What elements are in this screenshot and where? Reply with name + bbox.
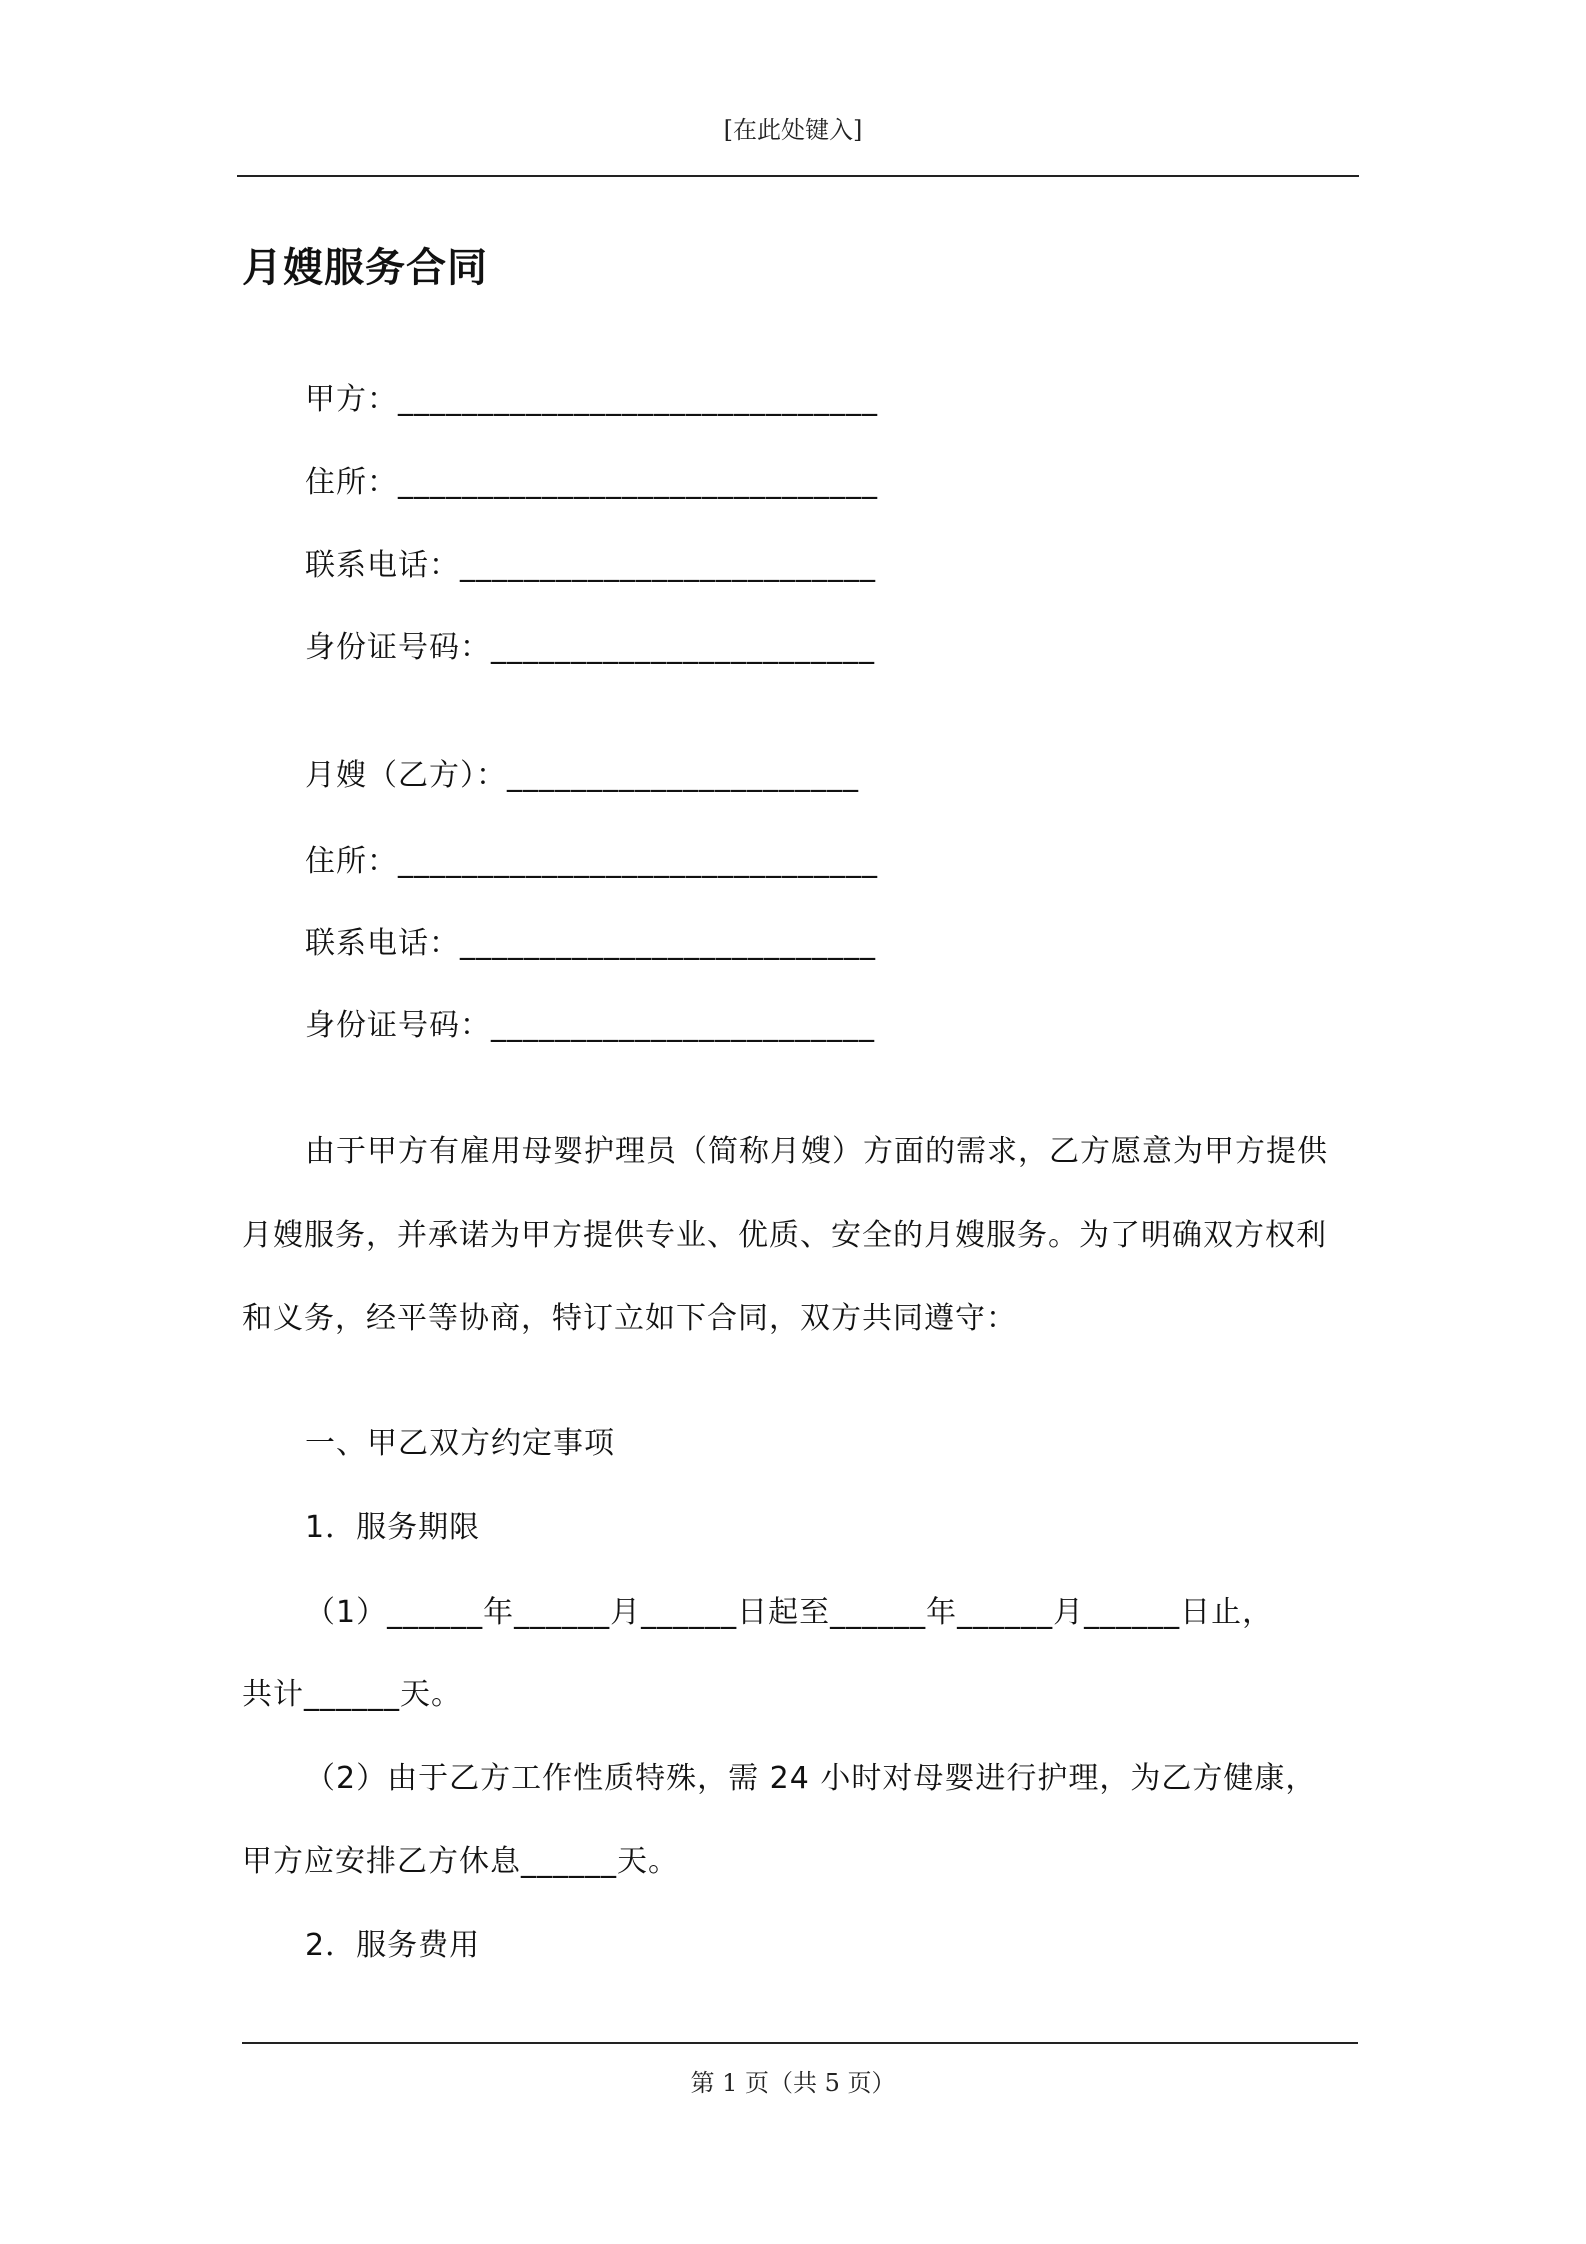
rest-days-clause: （2）由于乙方工作性质特殊，需 24 小时对母婴进行护理，为乙方健康， <box>305 1761 1317 1796</box>
header-divider <box>237 175 1359 177</box>
service-period-total-days: 共计______天。 <box>242 1677 462 1712</box>
preamble-line: 和义务，经平等协商，特订立如下合同，双方共同遵守： <box>242 1301 1017 1336</box>
preamble-line: 月嫂服务，并承诺为甲方提供专业、优质、安全的月嫂服务。为了明确双方权利 <box>242 1218 1327 1253</box>
footer-divider <box>242 2042 1358 2044</box>
party-a-phone-field: 联系电话：__________________________ <box>305 548 876 583</box>
service-period-dates: （1）______年______月______日起至______年______月______日止， <box>305 1595 1274 1630</box>
party-a-address-field: 住所：______________________________ <box>305 465 878 500</box>
page-header: [在此处键入] <box>723 116 863 144</box>
party-b-id-field: 身份证号码：________________________ <box>305 1008 875 1043</box>
item-heading-service-fee: 2．服务费用 <box>305 1928 481 1963</box>
rest-days-clause: 甲方应安排乙方休息______天。 <box>242 1844 679 1879</box>
party-b-address-field: 住所：______________________________ <box>305 844 878 879</box>
section-heading: 一、甲乙双方约定事项 <box>305 1426 615 1461</box>
party-a-name-field: 甲方：______________________________ <box>305 382 878 417</box>
item-heading-service-period: 1．服务期限 <box>305 1510 481 1545</box>
page-number: 第 1 页（共 5 页） <box>690 2069 896 2097</box>
party-b-phone-field: 联系电话：__________________________ <box>305 926 876 961</box>
party-a-id-field: 身份证号码：________________________ <box>305 630 875 665</box>
party-b-name-field: 月嫂（乙方）：______________________ <box>305 758 859 793</box>
document-title: 月嫂服务合同 <box>242 245 488 291</box>
preamble-line: 由于甲方有雇用母婴护理员（简称月嫂）方面的需求，乙方愿意为甲方提供 <box>305 1134 1328 1169</box>
